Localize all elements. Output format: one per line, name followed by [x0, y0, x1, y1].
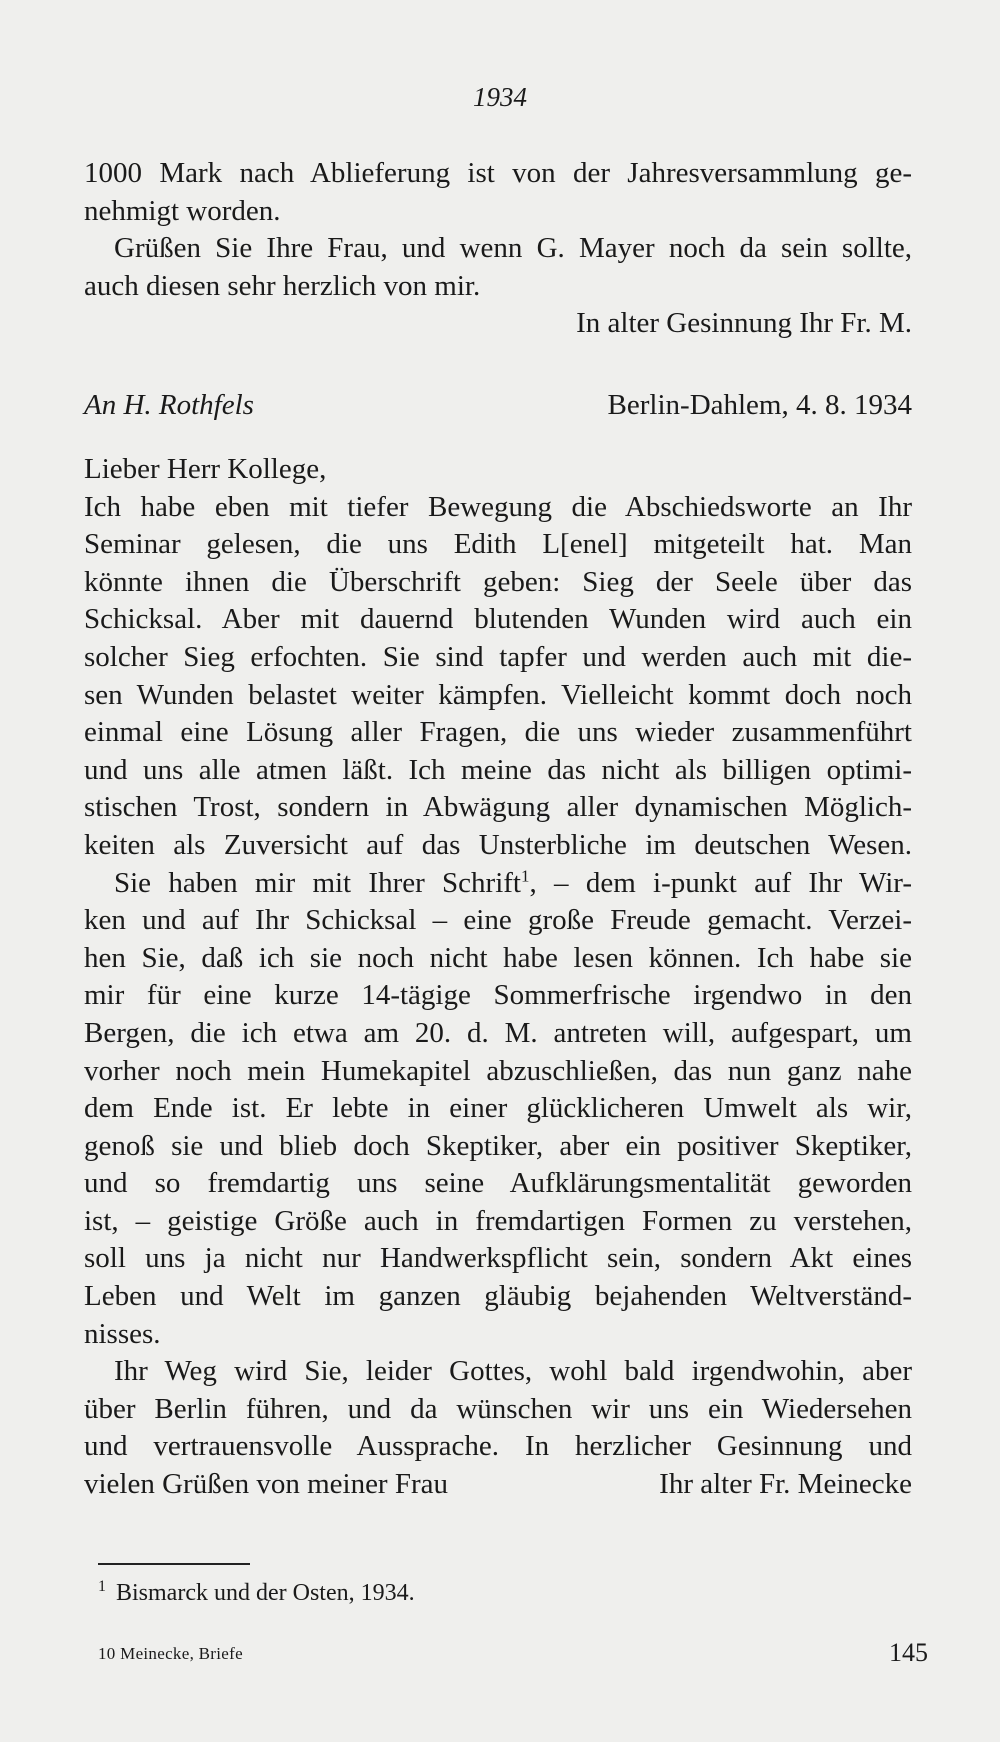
text-line: Schicksal. Aber mit dauernd blutenden Wunden wird auch ein — [84, 603, 912, 636]
text-line: 1000 Mark nach Ablieferung ist von der Jahresversammlung ge- — [84, 157, 912, 189]
text-line: Bergen, die ich etwa am 20. d. M. antreten will, aufgespart, um — [84, 1016, 912, 1049]
text-line: Ich habe eben mit tiefer Bewegung die Abschiedsworte an Ihr — [84, 490, 912, 523]
text-line: auch diesen sehr herzlich von mir. — [84, 269, 481, 302]
signature-line: In alter Gesinnung Ihr Fr. M. — [576, 307, 912, 340]
printer-mark: 10 Meinecke, Briefe — [98, 1644, 243, 1663]
footnote-reference: 1 — [520, 865, 530, 885]
running-header-year: 1934 — [473, 82, 527, 112]
text-line: sen Wunden belastet weiter kämpfen. Vielleicht kommt doch noch — [84, 678, 912, 711]
closing-line — [84, 1466, 912, 1504]
letter-salutation: Lieber Herr Kollege, — [84, 453, 327, 485]
text-fragment: Sie haben mir mit Ihrer Schrift — [114, 866, 521, 899]
closing-signature: Ihr alter Fr. Meinecke — [659, 1468, 912, 1501]
text-line: solcher Sieg erfochten. Sie sind tapfer und werden auch mit die- — [84, 640, 912, 673]
text-line: nehmigt worden. — [84, 194, 281, 227]
footnote-number: 1 — [98, 1578, 106, 1595]
previous-letter-end — [84, 155, 912, 343]
text-line: keiten als Zuversicht auf das Unsterbliche im deutschen Wesen. — [84, 828, 912, 861]
text-line: hen Sie, daß ich sie noch nicht habe lesen können. Ich habe sie — [84, 941, 912, 974]
page-number: 145 — [889, 1638, 928, 1667]
closing-greeting: vielen Grüßen von meiner Frau — [84, 1468, 449, 1501]
text-line: genoß sie und blieb doch Skeptiker, aber ein positiver Skeptiker, — [84, 1129, 912, 1162]
text-line: vorher noch mein Humekapitel abzuschließen, das nun ganz nahe — [84, 1054, 912, 1087]
text-line: über Berlin führen, und da wünschen wir uns ein Wiedersehen — [84, 1392, 912, 1425]
text-line: und vertrauensvolle Aussprache. In herzlicher Gesinnung und — [84, 1430, 912, 1463]
letter-body — [84, 451, 912, 1504]
text-line: einmal eine Lösung aller Fragen, die uns wieder zusammenführt — [84, 716, 912, 749]
text-line: und uns alle atmen läßt. Ich meine das nicht als billigen optimi- — [84, 753, 912, 786]
text-line: ist, – geistige Größe auch in fremdartigen Formen zu verstehen, — [84, 1204, 912, 1237]
text-line: könnte ihnen die Überschrift geben: Sieg der Seele über das — [84, 565, 912, 598]
text-line: mir für eine kurze 14-tägige Sommerfrische irgendwo in den — [84, 979, 912, 1012]
footnote — [98, 1578, 415, 1607]
text-fragment: , – dem i-punkt auf Ihr Wir- — [529, 866, 913, 899]
footnote-divider — [98, 1563, 250, 1565]
text-line — [84, 865, 912, 903]
footnote-text: Bismarck und der Osten, 1934. — [116, 1580, 415, 1606]
text-line: Grüßen Sie Ihre Frau, und wenn G. Mayer noch da sein sollte, — [114, 232, 912, 265]
text-line: und so fremdartig uns seine Aufklärungsmentalität geworden — [84, 1167, 912, 1200]
text-line: ken und auf Ihr Schicksal – eine große Freude gemacht. Verzei- — [84, 904, 912, 937]
letter-heading — [84, 387, 912, 425]
text-line: Seminar gelesen, die uns Edith L[enel] mitgeteilt hat. Man — [84, 528, 912, 561]
text-line: Ihr Weg wird Sie, leider Gottes, wohl bald irgendwohin, aber — [114, 1355, 912, 1388]
text-line: soll uns ja nicht nur Handwerkspflicht sein, sondern Akt eines — [84, 1242, 912, 1275]
text-line: nisses. — [84, 1317, 161, 1350]
letter-place-date: Berlin-Dahlem, 4. 8. 1934 — [607, 389, 912, 421]
letter-recipient: An H. Rothfels — [84, 389, 254, 421]
text-line: dem Ende ist. Er lebte in einer glücklicheren Umwelt als wir, — [84, 1092, 912, 1125]
text-line: Leben und Welt im ganzen gläubig bejahenden Weltverständ- — [84, 1280, 912, 1313]
text-line: stischen Trost, sondern in Abwägung aller dynamischen Möglich- — [84, 791, 912, 824]
